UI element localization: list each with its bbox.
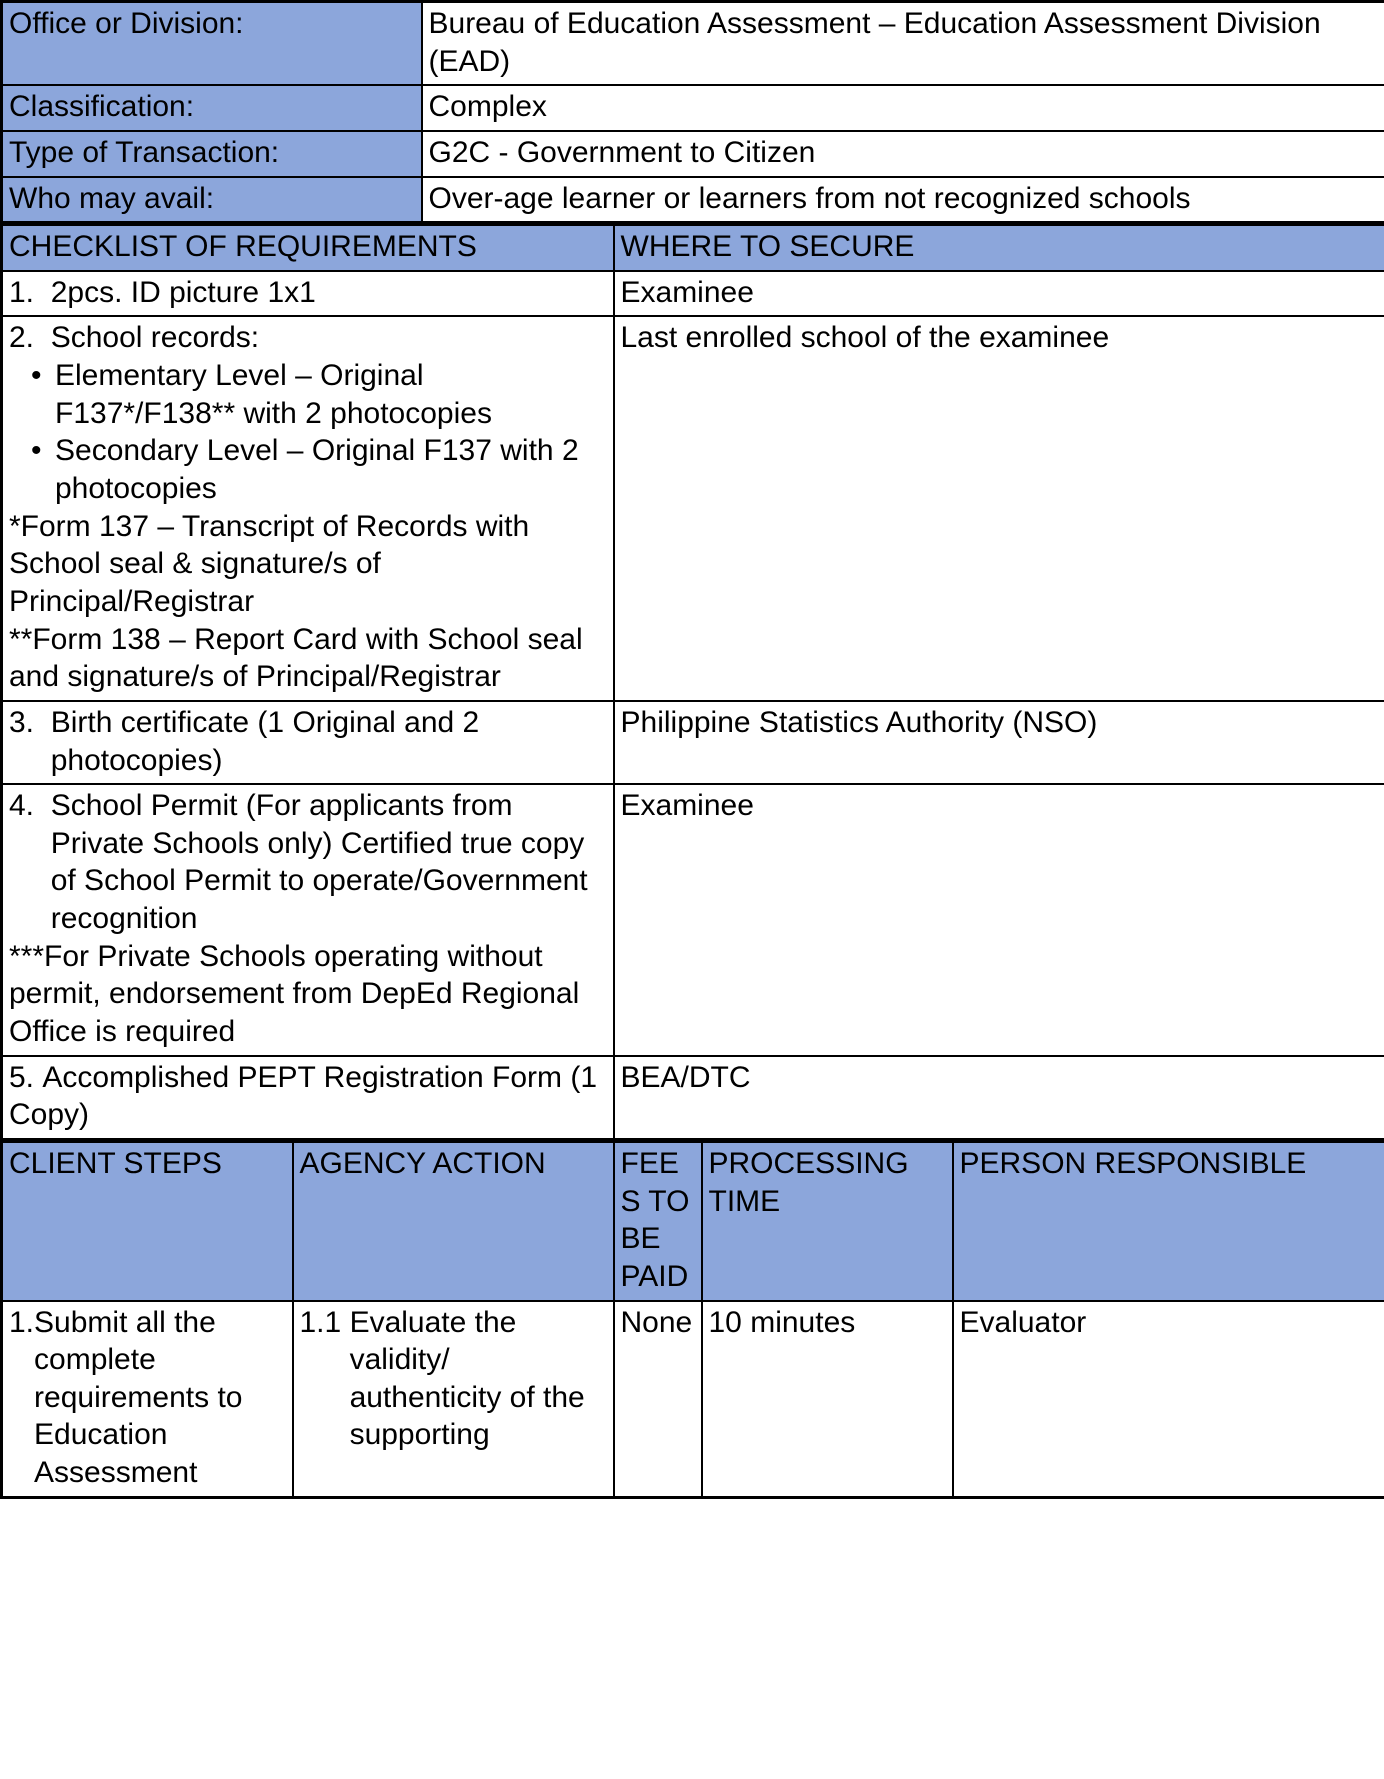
where-to-secure-cell-5: BEA/DTC (614, 1056, 1384, 1140)
requirement-cell-3 (2, 701, 614, 784)
table-row (2, 2, 1384, 86)
processing-time-cell: 10 minutes (702, 1301, 953, 1498)
field-value-who-may-avail: Over-age learner or learners from not recognized schools (422, 177, 1384, 223)
person-responsible-cell: Evaluator (953, 1301, 1384, 1498)
agency-action-cell (293, 1301, 614, 1498)
field-label-who-may-avail: Who may avail: (2, 177, 422, 223)
requirement-number-5: 5. (9, 1060, 35, 1094)
spacer (34, 319, 51, 357)
requirement-cell-2 (2, 316, 614, 700)
table-row (2, 85, 1384, 131)
list-item: • Secondary Level – Original F137 with 2 photocopies (55, 432, 607, 507)
field-value-office-or-division: Bureau of Education Assessment – Education Assessment Division (EAD) (422, 2, 1384, 86)
field-label-classification: Classification: (2, 85, 422, 131)
table-row (2, 177, 1384, 223)
requirement-2-bullet-list (9, 357, 607, 508)
table-row (2, 1056, 1384, 1140)
column-header-person-responsible: PERSON RESPONSIBLE (953, 1142, 1384, 1301)
where-to-secure-cell-1: Examinee (614, 271, 1384, 317)
requirement-text-4: School Permit (For applicants from Private Schools only) Certified true copy of School Permit to operate/Government recognition (50, 789, 588, 936)
field-label-office-or-division: Office or Division: (2, 2, 422, 86)
field-value-classification: Complex (422, 85, 1384, 131)
column-header-checklist-of-requirements: CHECKLIST OF REQUIREMENTS (2, 225, 614, 271)
requirement-number-3: 3. (9, 705, 35, 739)
requirement-2-note-form137: *Form 137 – Transcript of Records with School seal & signature/s of Principal/Registrar (9, 509, 530, 618)
where-to-secure-cell-4: Examinee (614, 784, 1384, 1055)
client-step-text: Submit all the complete requirements to Education Assessment (34, 1305, 243, 1490)
table-row (2, 701, 1384, 784)
requirement-text-5: Accomplished PEPT Registration Form (1 Copy) (9, 1060, 598, 1132)
client-step-cell (2, 1301, 293, 1498)
table-header-row (2, 225, 1384, 271)
requirement-text-3: Birth certificate (1 Original and 2 photocopies) (50, 705, 480, 777)
spacer (341, 1304, 349, 1455)
requirement-4-note-private-schools: ***For Private Schools operating without permit, endorsement from DepEd Regional Office is required (9, 939, 580, 1049)
requirement-cell-4 (2, 784, 614, 1055)
requirement-number-2: 2. (9, 321, 35, 355)
column-header-where-to-secure: WHERE TO SECURE (614, 225, 1384, 271)
field-label-type-of-transaction: Type of Transaction: (2, 131, 422, 177)
column-header-processing-time: PROCESSING TIME (702, 1142, 953, 1301)
table-row (2, 271, 1384, 317)
client-step-number: 1. (9, 1305, 35, 1339)
spacer (34, 704, 51, 779)
requirement-cell-1 (2, 271, 614, 317)
requirement-cell-5 (2, 1056, 614, 1140)
requirement-2-note-form138: **Form 138 – Report Card with School seal and signature/s of Principal/Registrar (9, 622, 583, 694)
field-value-type-of-transaction: G2C - Government to Citizen (422, 131, 1384, 177)
requirement-number-1: 1. (9, 275, 35, 309)
list-item: • Elementary Level – Original F137*/F138** with 2 photocopies (55, 357, 607, 432)
table-row (2, 784, 1384, 1055)
table-row (2, 316, 1384, 700)
requirement-number-4: 4. (9, 789, 35, 823)
requirement-text-1: 2pcs. ID picture 1x1 (50, 275, 316, 309)
requirement-text-2: School records: (50, 321, 260, 355)
column-header-agency-action: AGENCY ACTION (293, 1142, 614, 1301)
column-header-fees-to-be-paid: FEES TO BE PAID (614, 1142, 702, 1301)
checklist-requirements-table (0, 224, 1384, 1141)
process-steps-table (0, 1141, 1384, 1499)
agency-action-text: Evaluate the validity/ authenticity of the supporting (349, 1305, 585, 1452)
agency-action-number: 1.1 (299, 1305, 342, 1339)
where-to-secure-cell-3: Philippine Statistics Authority (NSO) (614, 701, 1384, 784)
fees-cell: None (614, 1301, 702, 1498)
table-row (2, 131, 1384, 177)
column-header-client-steps: CLIENT STEPS (2, 1142, 293, 1301)
table-header-row (2, 1142, 1384, 1301)
table-row (2, 1301, 1384, 1498)
service-details-table (0, 0, 1384, 224)
where-to-secure-cell-2: Last enrolled school of the examinee (614, 316, 1384, 700)
spacer (34, 787, 51, 938)
spacer (34, 274, 51, 312)
